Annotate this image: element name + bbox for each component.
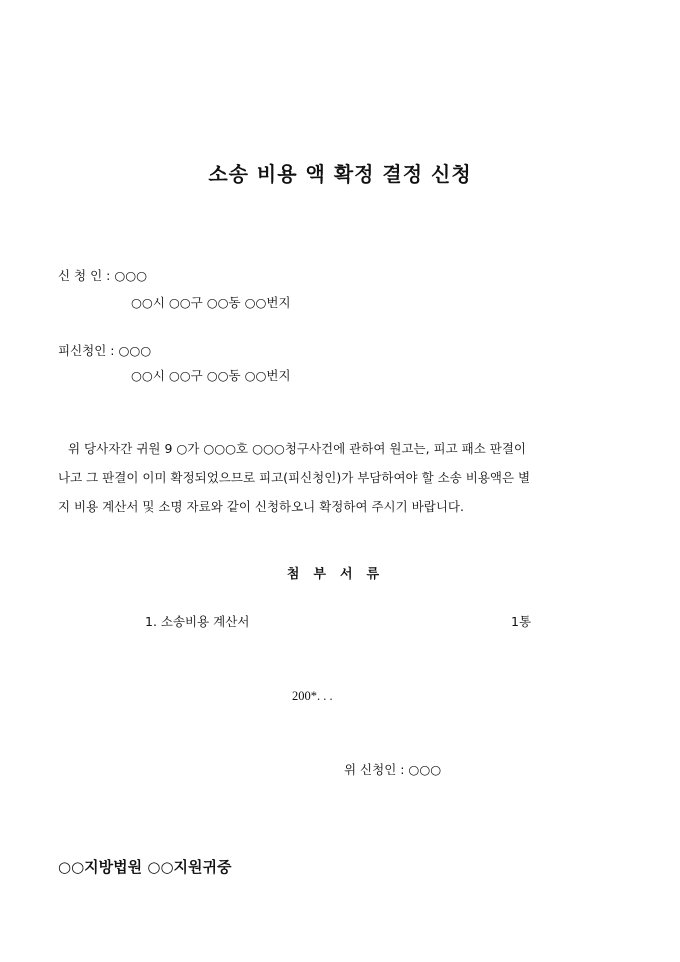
document-title: 소송 비용 액 확정 결정 신청 bbox=[208, 162, 472, 186]
filing-date: 200*. . . bbox=[292, 689, 333, 703]
respondent-label: 피신청인 : ○○○ bbox=[58, 343, 152, 358]
respondent-address: ○○시 ○○구 ○○동 ○○번지 bbox=[131, 368, 291, 383]
court-addressee: ○○지방법원 ○○지원귀중 bbox=[58, 858, 232, 876]
attachment-item-count: 1통 bbox=[511, 614, 532, 629]
body-line: 지 비용 계산서 및 소명 자료와 같이 신청하오니 확정하여 주시기 바랍니다. bbox=[58, 499, 464, 514]
applicant-address: ○○시 ○○구 ○○동 ○○번지 bbox=[131, 295, 291, 310]
attachment-item-name: 1. 소송비용 계산서 bbox=[145, 614, 250, 629]
body-paragraph bbox=[58, 434, 626, 521]
body-line: 위 당사자간 귀원 9 ○가 ○○○호 ○○○청구사건에 관하여 원고는, 피고 패소 판결이 bbox=[68, 441, 527, 456]
signature-line: 위 신청인 : ○○○ bbox=[344, 762, 442, 777]
applicant-label: 신 청 인 : ○○○ bbox=[58, 268, 148, 283]
attachments-heading: 첨부서류 bbox=[286, 567, 394, 582]
body-line: 나고 그 판결이 이미 확정되었으므로 피고(피신청인)가 부담하여야 할 소송 비용액은 별 bbox=[58, 470, 531, 485]
